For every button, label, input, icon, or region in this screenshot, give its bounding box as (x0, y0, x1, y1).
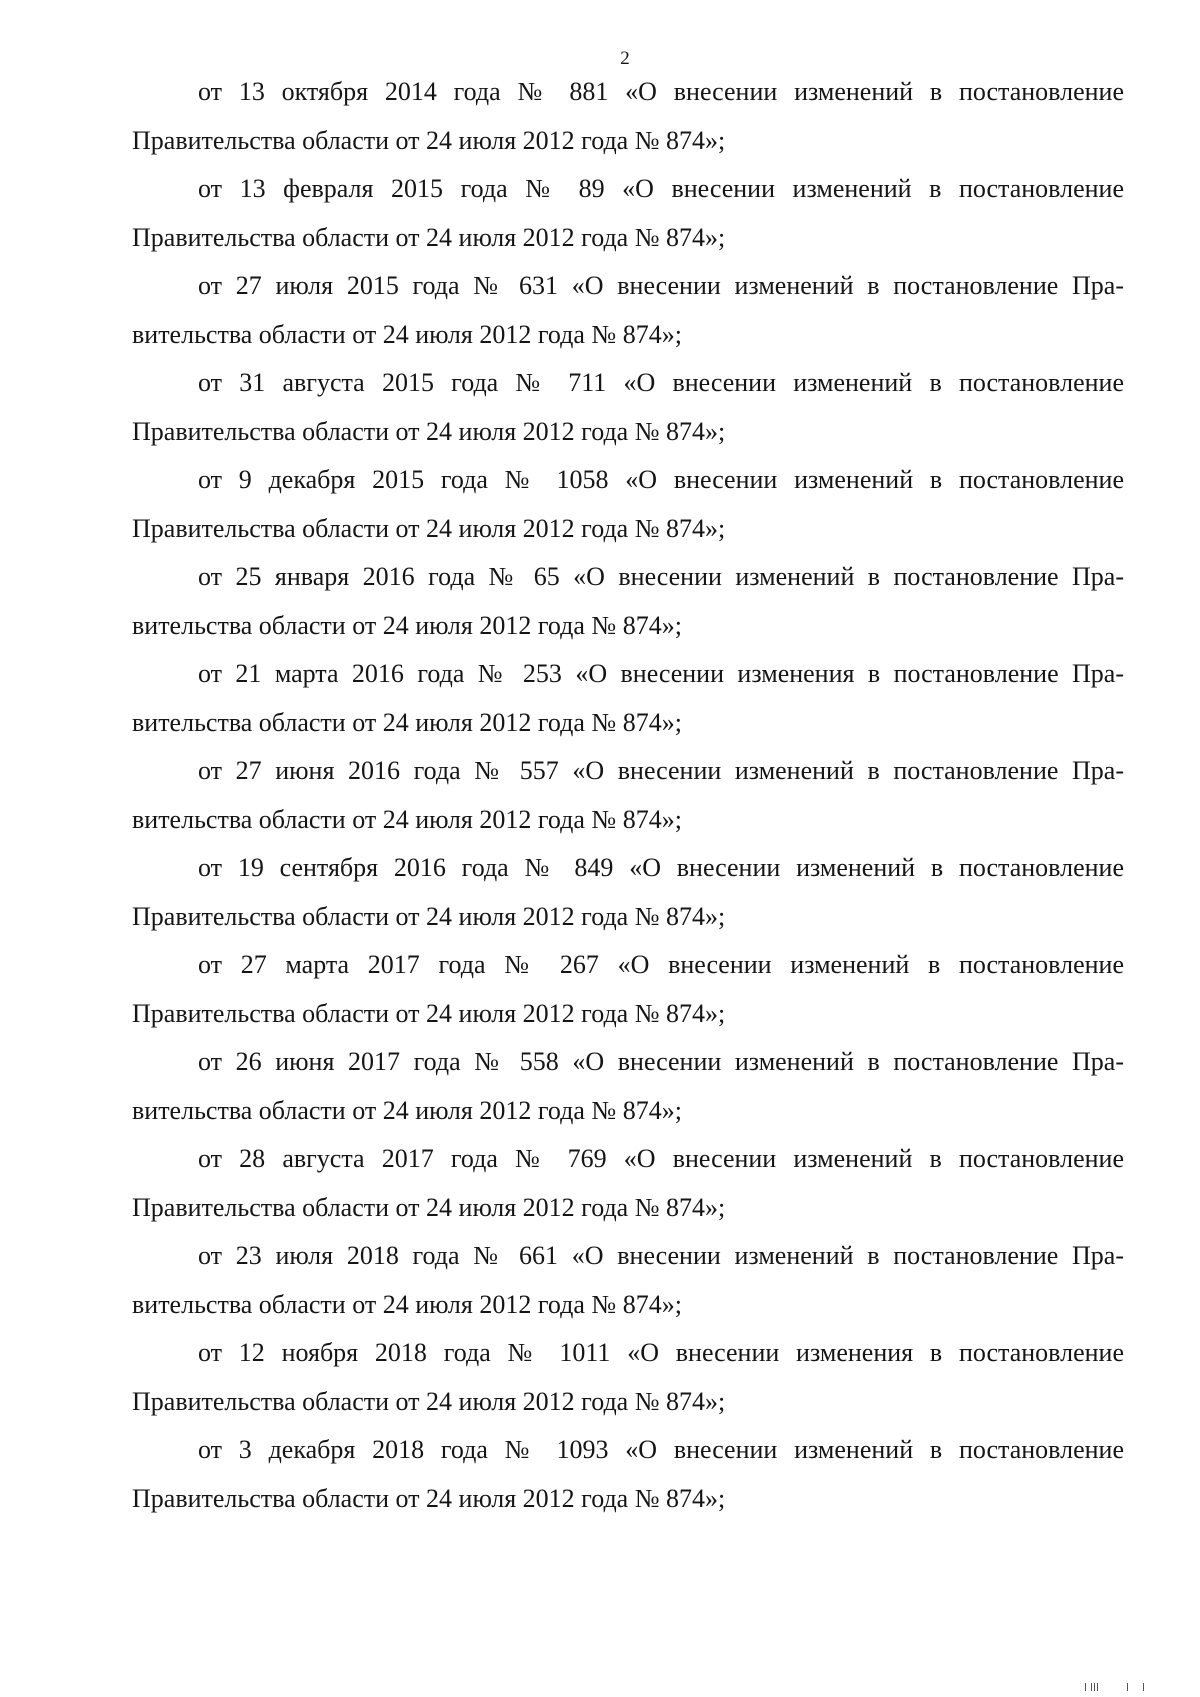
amendment-first-line: от 9 декабря 2015 года № 1058 «О внесении изменений в постановление (198, 465, 1124, 494)
amendment-list (132, 68, 1124, 1523)
amendment-second-line: вительства области от 24 июля 2012 года № 874»; (132, 1095, 682, 1125)
amendment-second-line: Правительства области от 24 июля 2012 года № 874»; (132, 513, 726, 543)
amendment-first-line: от 12 ноября 2018 года № 1011 «О внесении изменения в постановление (198, 1338, 1124, 1367)
amendment-second-line: вительства области от 24 июля 2012 года № 874»; (132, 319, 682, 349)
amendment-entry (132, 68, 1124, 165)
amendment-entry (132, 456, 1124, 553)
amendment-entry (132, 1329, 1124, 1426)
amendment-second-line: вительства области от 24 июля 2012 года № 874»; (132, 610, 682, 640)
amendment-second-line: вительства области от 24 июля 2012 года № 874»; (132, 1289, 682, 1319)
amendment-second-line: Правительства области от 24 июля 2012 года № 874»; (132, 1483, 726, 1513)
scan-artifact-marks (1085, 1683, 1145, 1691)
amendment-entry (132, 1135, 1124, 1232)
amendment-second-line: Правительства области от 24 июля 2012 года № 874»; (132, 416, 726, 446)
amendment-first-line: от 19 сентября 2016 года № 849 «О внесении изменений в постановление (198, 853, 1124, 882)
amendment-entry (132, 165, 1124, 262)
amendment-entry (132, 1232, 1124, 1329)
amendment-second-line: Правительства области от 24 июля 2012 года № 874»; (132, 998, 726, 1028)
amendment-second-line: Правительства области от 24 июля 2012 года № 874»; (132, 125, 726, 155)
amendment-entry (132, 1426, 1124, 1523)
amendment-first-line: от 26 июня 2017 года № 558 «О внесении изменений в постановление Пра- (198, 1047, 1124, 1076)
amendment-entry (132, 359, 1124, 456)
amendment-first-line: от 25 января 2016 года № 65 «О внесении изменений в постановление Пра- (198, 562, 1124, 591)
amendment-entry (132, 553, 1124, 650)
amendment-first-line: от 13 октября 2014 года № 881 «О внесении изменений в постановление (198, 77, 1124, 106)
amendment-second-line: Правительства области от 24 июля 2012 года № 874»; (132, 1386, 726, 1416)
amendment-entry (132, 262, 1124, 359)
amendment-second-line: вительства области от 24 июля 2012 года № 874»; (132, 707, 682, 737)
amendment-first-line: от 21 марта 2016 года № 253 «О внесении изменения в постановление Пра- (198, 659, 1124, 688)
amendment-entry (132, 1038, 1124, 1135)
amendment-first-line: от 23 июля 2018 года № 661 «О внесении изменений в постановление Пра- (198, 1241, 1124, 1270)
amendment-entry (132, 844, 1124, 941)
amendment-first-line: от 27 июня 2016 года № 557 «О внесении изменений в постановление Пра- (198, 756, 1124, 785)
amendment-entry (132, 650, 1124, 747)
amendment-first-line: от 28 августа 2017 года № 769 «О внесении изменений в постановление (198, 1144, 1124, 1173)
amendment-first-line: от 13 февраля 2015 года № 89 «О внесении изменений в постановление (198, 174, 1124, 203)
amendment-first-line: от 3 декабря 2018 года № 1093 «О внесении изменений в постановление (198, 1435, 1124, 1464)
amendment-second-line: Правительства области от 24 июля 2012 года № 874»; (132, 222, 726, 252)
amendment-entry (132, 941, 1124, 1038)
amendment-second-line: Правительства области от 24 июля 2012 года № 874»; (132, 1192, 726, 1222)
amendment-first-line: от 31 августа 2015 года № 711 «О внесении изменений в постановление (198, 368, 1124, 397)
amendment-first-line: от 27 марта 2017 года № 267 «О внесении изменений в постановление (198, 950, 1124, 979)
amendment-entry (132, 747, 1124, 844)
amendment-second-line: Правительства области от 24 июля 2012 года № 874»; (132, 901, 726, 931)
amendment-second-line: вительства области от 24 июля 2012 года № 874»; (132, 804, 682, 834)
page-number: 2 (620, 48, 630, 69)
amendment-first-line: от 27 июля 2015 года № 631 «О внесении изменений в постановление Пра- (198, 271, 1124, 300)
